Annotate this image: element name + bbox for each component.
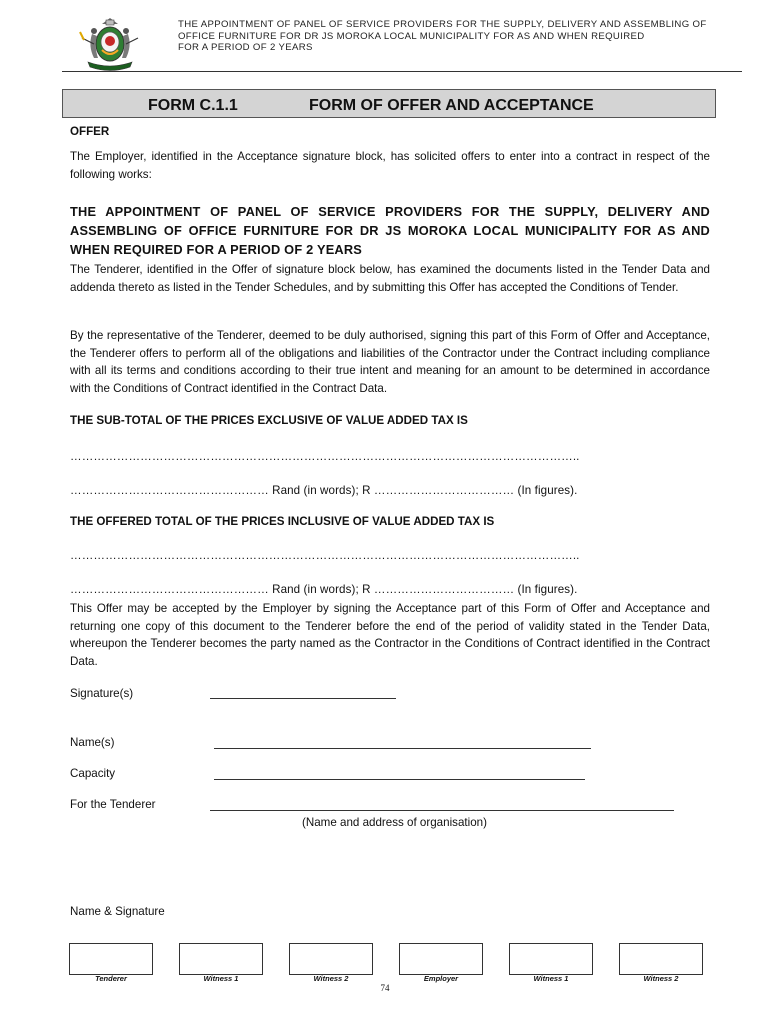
total-heading: THE OFFERED TOTAL OF THE PRICES INCLUSIVE OF VALUE ADDED TAX IS (70, 515, 495, 528)
signature-field[interactable] (210, 698, 396, 699)
header-divider (62, 71, 742, 72)
total-amount-field[interactable]: …………………………………………… Rand (in words); R ……………………………… (In figures). (70, 583, 578, 596)
header-line-3: FOR A PERIOD OF 2 YEARS (178, 42, 313, 53)
employer-witness-2-signature-box[interactable] (619, 943, 703, 975)
offer-heading: OFFER (70, 125, 110, 138)
tenderer-field[interactable] (210, 810, 674, 811)
name-signature-label: Name & Signature (70, 905, 165, 918)
signature-box-label: Witness 1 (533, 974, 569, 983)
tenderer-hint: (Name and address of organisation) (302, 816, 487, 829)
document-header (178, 19, 758, 54)
capacity-field[interactable] (214, 779, 585, 780)
page-number: 74 (380, 983, 390, 993)
witness-1-signature-box[interactable] (179, 943, 263, 975)
names-field[interactable] (214, 748, 591, 749)
total-words-field[interactable]: ………………………………………………………………………………………………………………….. (70, 549, 580, 562)
subtotal-amount-field[interactable]: …………………………………………… Rand (in words); R ……………………………… (In figures). (70, 484, 578, 497)
employer-signature-box[interactable] (399, 943, 483, 975)
signature-label: Signature(s) (70, 687, 134, 700)
witness-2-signature-box[interactable] (289, 943, 373, 975)
tenderer-label: For the Tenderer (70, 798, 156, 811)
signature-box-label: Witness 1 (203, 974, 239, 983)
offer-paragraph-3: This Offer may be accepted by the Employer by signing the Acceptance part of this Form of Offer and Acceptance and returning one copy of this document to the Tenderer before the end of the period of validity stated in the Tender Data, whereupon the Tenderer becomes the party named as the Contractor in the Conditions of Contract identified in the Contract Data. (70, 602, 710, 668)
tenderer-signature-box[interactable] (69, 943, 153, 975)
capacity-label: Capacity (70, 767, 116, 780)
signature-box-label: Tenderer (95, 974, 127, 983)
offer-intro: The Employer, identified in the Acceptance signature block, has solicited offers to enter into a contract in respect of the following works: (70, 150, 710, 181)
form-code: FORM C.1.1 (148, 97, 238, 114)
form-title: FORM OF OFFER AND ACCEPTANCE (309, 97, 594, 114)
offer-paragraph-2: By the representative of the Tenderer, deemed to be duly authorised, signing this part of this Form of Offer and Acceptance, the Tenderer offers to perform all of the obligations and liabilities of the Contractor under the Contract including compliance with all its terms and conditions according to their true intent and meaning for an amount to be determined in accordance with the Conditions of Contract identified in the Contract Data. (70, 329, 710, 395)
project-title: THE APPOINTMENT OF PANEL OF SERVICE PROVIDERS FOR THE SUPPLY, DELIVERY AND ASSEMBLING OF OFFICE FURNITURE FOR DR JS MOROKA LOCAL MUNICIPALITY FOR AS AND WHEN REQUIRED FOR A PERIOD OF 2 YEARS (70, 204, 710, 257)
municipality-logo (72, 14, 148, 74)
signature-box-label: Witness 2 (313, 974, 349, 983)
subtotal-heading: THE SUB-TOTAL OF THE PRICES EXCLUSIVE OF VALUE ADDED TAX IS (70, 414, 468, 427)
signature-box-label: Witness 2 (643, 974, 679, 983)
header-line-1: THE APPOINTMENT OF PANEL OF SERVICE PROVIDERS FOR THE SUPPLY, DELIVERY AND ASSEMBLING OF (178, 19, 707, 30)
subtotal-words-field[interactable]: ………………………………………………………………………………………………………………….. (70, 450, 580, 463)
signature-box-label: Employer (423, 974, 459, 983)
employer-witness-1-signature-box[interactable] (509, 943, 593, 975)
offer-paragraph-1: The Tenderer, identified in the Offer of signature block below, has examined the documents listed in the Tender Data and addenda thereto as listed in the Tender Schedules, and by submitting this Offer has accepted the Conditions of Tender. (70, 263, 710, 294)
names-label: Name(s) (70, 736, 115, 749)
header-line-2: OFFICE FURNITURE FOR DR JS MOROKA LOCAL MUNICIPALITY FOR AS AND WHEN REQUIRED (178, 30, 645, 42)
